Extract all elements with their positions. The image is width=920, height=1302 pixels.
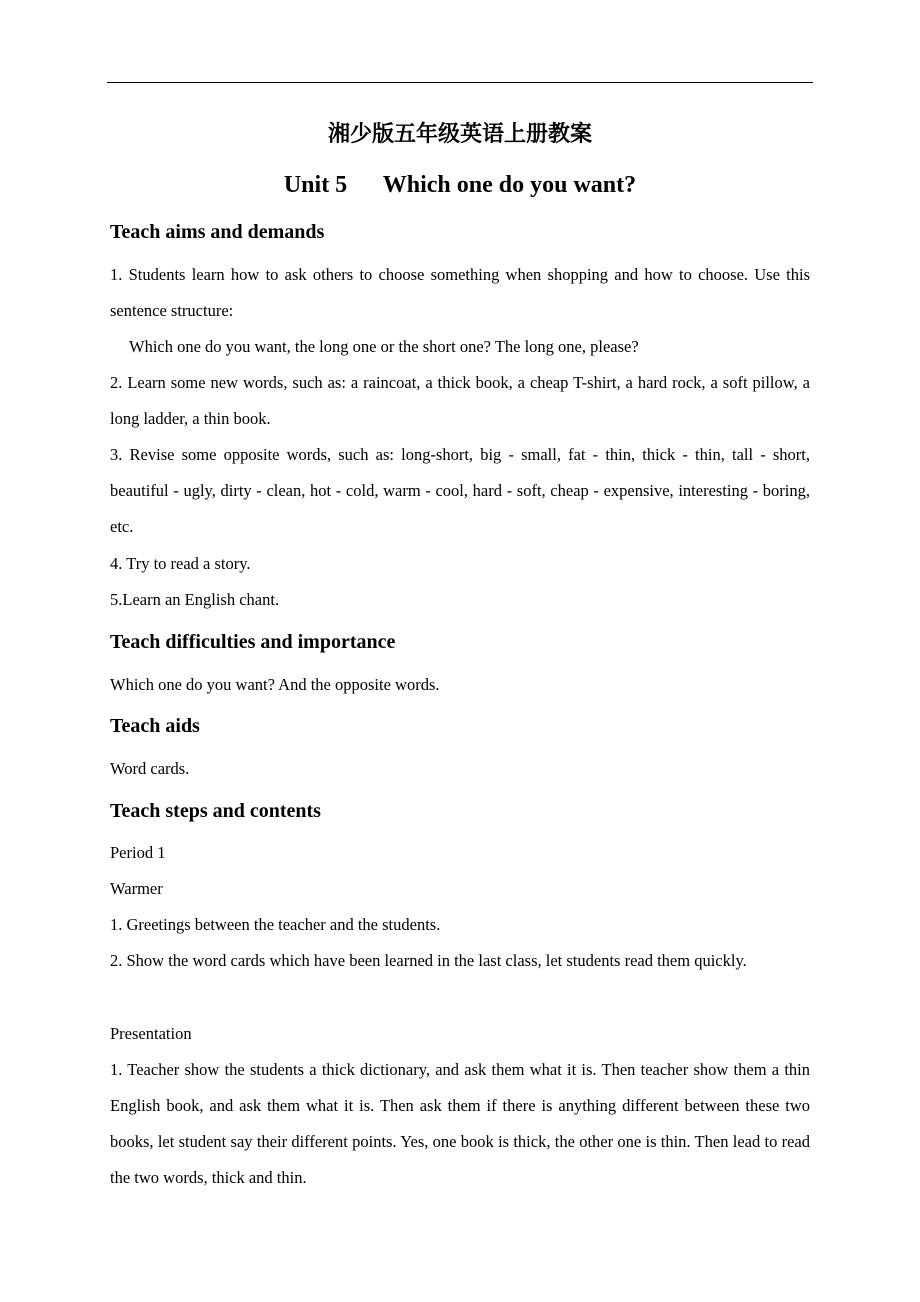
- presentation-item-1: 1. Teacher show the students a thick dictionary, and ask them what it is. Then teacher show them a thin English book, and ask them what it is. Then ask them if there is anything different between these two books, let student say their different points. Yes, one book is thick, the other one is thin. Then lead to read the two words, thick and thin.: [110, 1060, 810, 1187]
- aims-item-5: 5.Learn an English chant.: [110, 590, 280, 609]
- document-title-chinese: 湘少版五年级英语上册教案: [327, 122, 592, 147]
- aims-item-1: 1. Students learn how to ask others to choose something when shopping and how to choose. Use this sentence structure:: [110, 265, 810, 320]
- aims-item-4: 4. Try to read a story.: [110, 554, 251, 573]
- difficulties-text: Which one do you want? And the opposite words.: [110, 675, 440, 694]
- aids-text: Word cards.: [110, 759, 190, 778]
- period-label: Period 1: [110, 843, 166, 862]
- heading-aims: Teach aims and demands: [110, 221, 325, 243]
- aims-item-3: 3. Revise some opposite words, such as: long-short, big - small, fat - thin, thick - thin, tall - short, beautiful - ugly, dirty - clean, hot - cold, warm - cool, hard - soft, cheap - expensive, interesting - boring, etc.: [110, 445, 810, 536]
- aims-item-2: 2. Learn some new words, such as: a raincoat, a thick book, a cheap T-shirt, a hard rock, a soft pillow, a long ladder, a thin book.: [110, 373, 810, 428]
- unit-title: Unit 5 Which one do you want?: [283, 172, 637, 198]
- warmer-item-2: 2. Show the word cards which have been learned in the last class, let students read them quickly.: [110, 951, 747, 970]
- heading-steps: Teach steps and contents: [110, 800, 321, 822]
- presentation-label: Presentation: [110, 1024, 192, 1043]
- heading-difficulties: Teach difficulties and importance: [110, 631, 396, 653]
- aims-sentence-structure: Which one do you want, the long one or the short one? The long one, please?: [129, 337, 639, 356]
- warmer-item-1: 1. Greetings between the teacher and the students.: [110, 915, 441, 934]
- header-rule: [107, 82, 813, 83]
- heading-aids: Teach aids: [110, 715, 200, 737]
- warmer-label: Warmer: [110, 879, 163, 898]
